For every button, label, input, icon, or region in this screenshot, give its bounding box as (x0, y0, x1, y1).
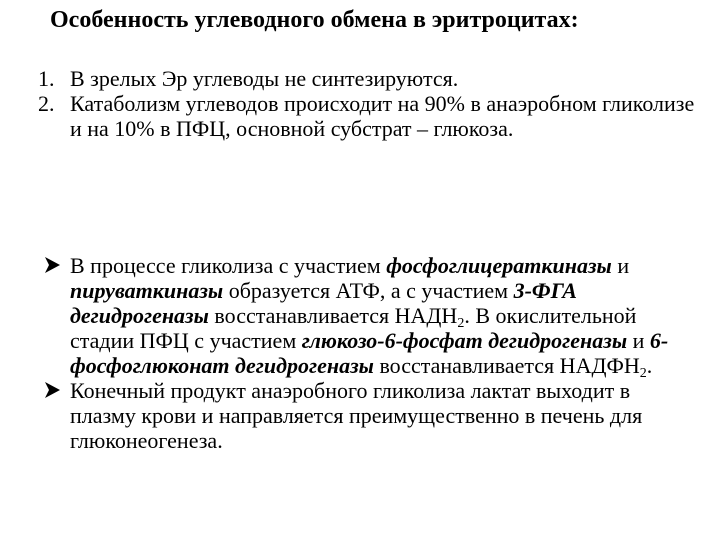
list-marker: 1. (38, 66, 55, 91)
numbered-list (38, 66, 698, 141)
enzyme-name: фосфоглицераткиназы (386, 253, 612, 278)
bullet-item-lactate (44, 378, 694, 453)
list-item (38, 91, 698, 141)
list-item-text: Катаболизм углеводов происходит на 90% в анаэробном гликолизе и на 10% в ПФЦ, основной субстрат – глюкоза. (70, 91, 695, 141)
enzyme-name: глюкозо-6-фосфат дегидрогеназы (301, 328, 628, 353)
bullet-list (44, 253, 694, 453)
arrow-bullet-icon (44, 254, 62, 276)
enzyme-name: пируваткиназы (70, 278, 224, 303)
enzyme-name: 3-ФГА дегидрогеназы (70, 278, 577, 328)
bullet-text: Конечный продукт анаэробного гликолиза лактат выходит в плазму крови и направляется преимущественно в печень для глюконеогенеза. (70, 378, 643, 453)
bullet-text: В процессе гликолиза с участием фосфоглицераткиназы и пируваткиназы образуется АТФ, а с участием 3-ФГА дегидрогеназы восстанавливается $НАДН_2$. В окислительной стадии ПФЦ с участием глюкозо-6-фосфат дегидрогеназы и 6-фосфоглюконат дегидрогеназы восстанавливается $НАДФН_2$. (70, 253, 669, 381)
subscript: 2 (457, 316, 465, 331)
list-item-text: В зрелых Эр углеводы не синтезируются. (70, 66, 459, 91)
list-marker: 2. (38, 91, 55, 116)
bullet-item-glycolysis (44, 253, 694, 381)
list-item (38, 66, 698, 91)
subscript: 2 (639, 366, 647, 381)
page-title: Особенность углеводного обмена в эритроцитах: (50, 7, 579, 33)
enzyme-name: 6-фосфоглюконат дегидрогеназы (70, 328, 669, 378)
arrow-bullet-icon (44, 379, 62, 401)
